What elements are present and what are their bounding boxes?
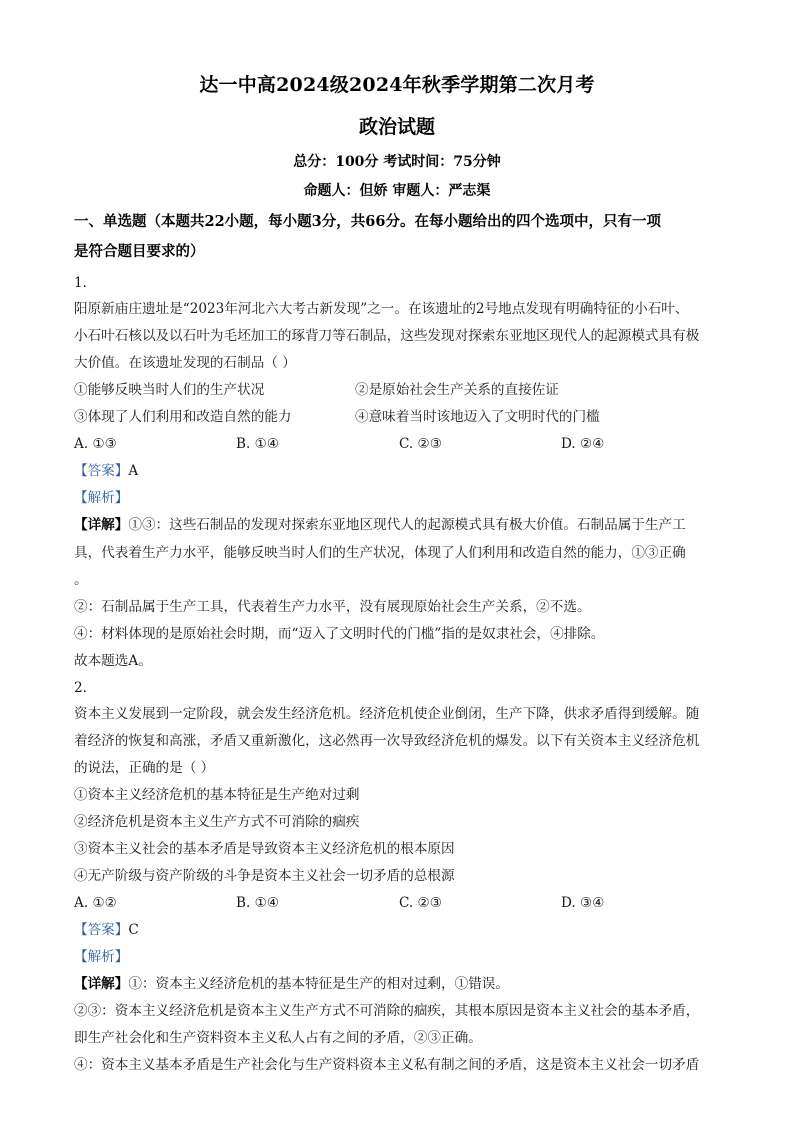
q1-detail-line: 。: [74, 572, 88, 588]
q2-option-d: D. ③④: [561, 895, 605, 911]
q1-detail-line: 故本题选A。: [74, 653, 152, 669]
question-2-stem-line: 资本主义发展到一定阶段，就会发生经济危机。经济危机使企业倒闭，生产下降，供求矛盾得到缓解。随: [74, 706, 700, 722]
answer-value: A: [128, 463, 139, 479]
q1-option-a: A. ①③: [74, 436, 117, 452]
detail-text: ①③：这些石制品的发现对探索东亚地区现代人的起源模式具有极大价值。石制品属于生产工: [128, 517, 686, 533]
q1-answer-line: [74, 461, 724, 481]
q2-detail-line: 即生产社会化和生产资料资本主义私人占有之间的矛盾，②③正确。: [74, 1030, 482, 1046]
question-1-stem-line: 大价值。在该遗址发现的石制品（ ）: [74, 355, 296, 371]
answer-tag: 【答案】: [74, 922, 129, 938]
q2-statement: ②经济危机是资本主义生产方式不可消除的痼疾: [74, 814, 360, 830]
q1-statement-1: ①能够反映当时人们的生产状况: [74, 382, 265, 398]
q2-statement: ①资本主义经济危机的基本特征是生产绝对过剩: [74, 787, 360, 803]
q1-statement-4: ④意味着当时该地迈入了文明时代的门槛: [355, 409, 600, 425]
answer-tag: 【答案】: [74, 463, 129, 479]
q2-option-b: B. ①④: [236, 895, 280, 911]
q2-detail-line: ④：资本主义基本矛盾是生产社会化与生产资料资本主义私有制之间的矛盾，这是资本主义社会一切矛盾: [74, 1057, 700, 1073]
question-1-stem-line: 小石叶石核以及以石叶为毛坯加工的琢背刀等石制品，这些发现对探索东亚地区现代人的起源模式具有极: [74, 328, 700, 344]
question-2-number: 2.: [74, 680, 87, 696]
authors-line: 命题人：但娇 审题人：严志渠: [303, 183, 491, 199]
question-1-stem-line: 阳原新庙庄遗址是“2023年河北六大考古新发现”之一。在该遗址的2号地点发现有明确特征的小石叶、: [74, 301, 689, 317]
detail-tag: 【详解】: [74, 976, 129, 992]
q2-statement: ④无产阶级与资产阶级的斗争是资本主义社会一切矛盾的总根源: [74, 868, 455, 884]
detail-text: ①：资本主义经济危机的基本特征是生产的相对过剩，①错误。: [128, 976, 509, 992]
q1-analysis-tag: 【解析】: [74, 490, 129, 506]
detail-tag: 【详解】: [74, 517, 129, 533]
q2-analysis-tag: 【解析】: [74, 949, 129, 965]
exam-title: 达一中高2024级2024年秋季学期第二次月考: [199, 74, 595, 96]
question-2-stem-line: 的说法，正确的是（ ）: [74, 760, 215, 776]
q1-detail-line: 具，代表着生产力水平，能够反映当时人们的生产状况，体现了人们利用和改造自然的能力，①③正确: [74, 545, 686, 561]
answer-value: C: [128, 922, 139, 938]
q1-statement-3: ③体现了人们利用和改造自然的能力: [74, 409, 292, 425]
q1-detail-line: ②：石制品属于生产工具，代表着生产力水平，没有展现原始社会生产关系，②不选。: [74, 599, 591, 615]
score-time-line: 总分：100分 考试时间：75分钟: [293, 154, 501, 170]
section-heading-line1: 一、单选题（本题共22小题，每小题3分，共66分。在每小题给出的四个选项中，只有一项: [74, 213, 661, 230]
q1-statement-2: ②是原始社会生产关系的直接佐证: [355, 382, 559, 398]
subject-title: 政治试题: [358, 116, 435, 138]
q2-option-c: C. ②③: [399, 895, 442, 911]
q2-option-a: A. ①②: [74, 895, 117, 911]
q1-option-c: C. ②③: [399, 436, 442, 452]
q2-detail-line: [74, 974, 724, 994]
q2-statement: ③资本主义社会的基本矛盾是导致资本主义经济危机的根本原因: [74, 841, 455, 857]
q2-answer-line: [74, 920, 724, 940]
q1-detail-line: ④：材料体现的是原始社会时期，而“迈入了文明时代的门槛”指的是奴隶社会，④排除。: [74, 626, 605, 642]
q1-option-d: D. ②④: [561, 436, 605, 452]
question-2-stem-line: 着经济的恢复和高涨，矛盾又重新激化，这必然再一次导致经济危机的爆发。以下有关资本主义经济危机: [74, 733, 700, 749]
section-heading-line2: 是符合题目要求的）: [74, 243, 205, 260]
q1-detail-line: [74, 515, 724, 535]
question-1-number: 1.: [74, 275, 87, 291]
q2-detail-line: ②③：资本主义经济危机是资本主义生产方式不可消除的痼疾，其根本原因是资本主义社会的基本矛盾，: [74, 1003, 700, 1019]
q1-option-b: B. ①④: [236, 436, 280, 452]
